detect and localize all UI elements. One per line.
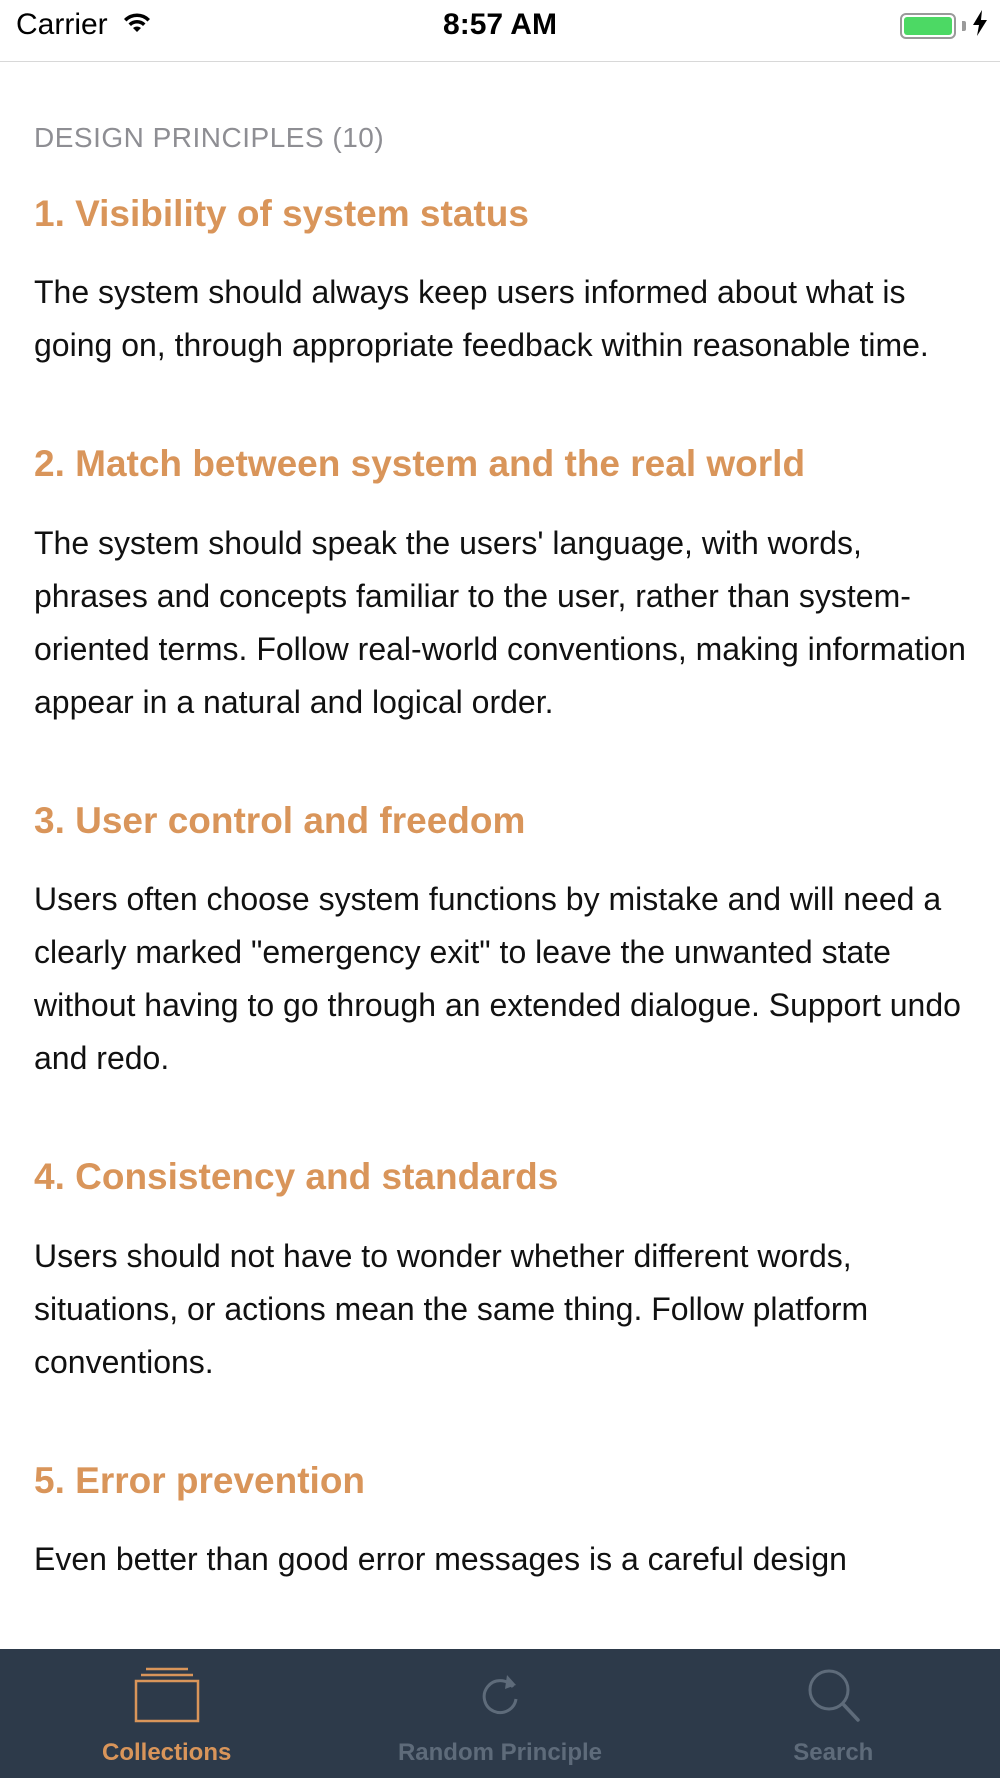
- battery-level: [904, 17, 952, 35]
- battery-cap: [962, 21, 966, 31]
- principle-body: The system should always keep users informed about what is going on, through appropriate feedback within reasonable time.: [34, 274, 929, 364]
- principle-title: 4. Consistency and standards: [34, 1156, 559, 1198]
- tab-label: Search: [793, 1739, 874, 1766]
- principles-list[interactable]: [0, 62, 1000, 1649]
- battery-icon: [900, 13, 956, 39]
- status-right: [900, 10, 988, 41]
- principle-title: 5. Error prevention: [34, 1459, 366, 1501]
- refresh-icon: [465, 1665, 535, 1725]
- status-bar: [0, 0, 1000, 62]
- principle-item: [34, 192, 966, 372]
- tab-random-principle[interactable]: [333, 1649, 666, 1778]
- status-time: 8:57 AM: [443, 8, 557, 41]
- principle-body: Users often choose system functions by mistake and will need a clearly marked "emergency exit" to leave the unwanted state without having to go through an extended dialogue. Support undo and redo.: [34, 881, 961, 1077]
- principle-title: 2. Match between system and the real world: [34, 443, 806, 485]
- carrier-label: Carrier: [16, 8, 108, 41]
- tab-label: Collections: [101, 1739, 232, 1766]
- principle-body: Users should not have to wonder whether different words, situations, or actions mean the same thing. Follow platform conventions.: [34, 1237, 869, 1380]
- principle-item: [34, 1459, 966, 1586]
- principle-title: 1. Visibility of system status: [34, 193, 529, 234]
- principle-item: [34, 1155, 966, 1388]
- tab-label: Random Principle: [397, 1739, 603, 1766]
- principle-body: Even better than good error messages is a careful design: [34, 1540, 847, 1577]
- principle-body: The system should speak the users' language, with words, phrases and concepts familiar to the user, rather than system-oriented terms. Follow real-world conventions, making information appear in a natural and logical order.: [34, 524, 966, 720]
- principle-title: 3. User control and freedom: [34, 799, 526, 841]
- search-icon: [798, 1665, 868, 1725]
- tab-collections[interactable]: [0, 1649, 333, 1778]
- tab-bar: [0, 1649, 1000, 1778]
- collections-icon: [132, 1665, 202, 1725]
- tab-search[interactable]: [667, 1649, 1000, 1778]
- principle-item: [34, 799, 966, 1085]
- principle-item: [34, 442, 966, 728]
- charging-bolt-icon: [972, 10, 988, 41]
- section-header: DESIGN PRINCIPLES (10): [34, 122, 385, 153]
